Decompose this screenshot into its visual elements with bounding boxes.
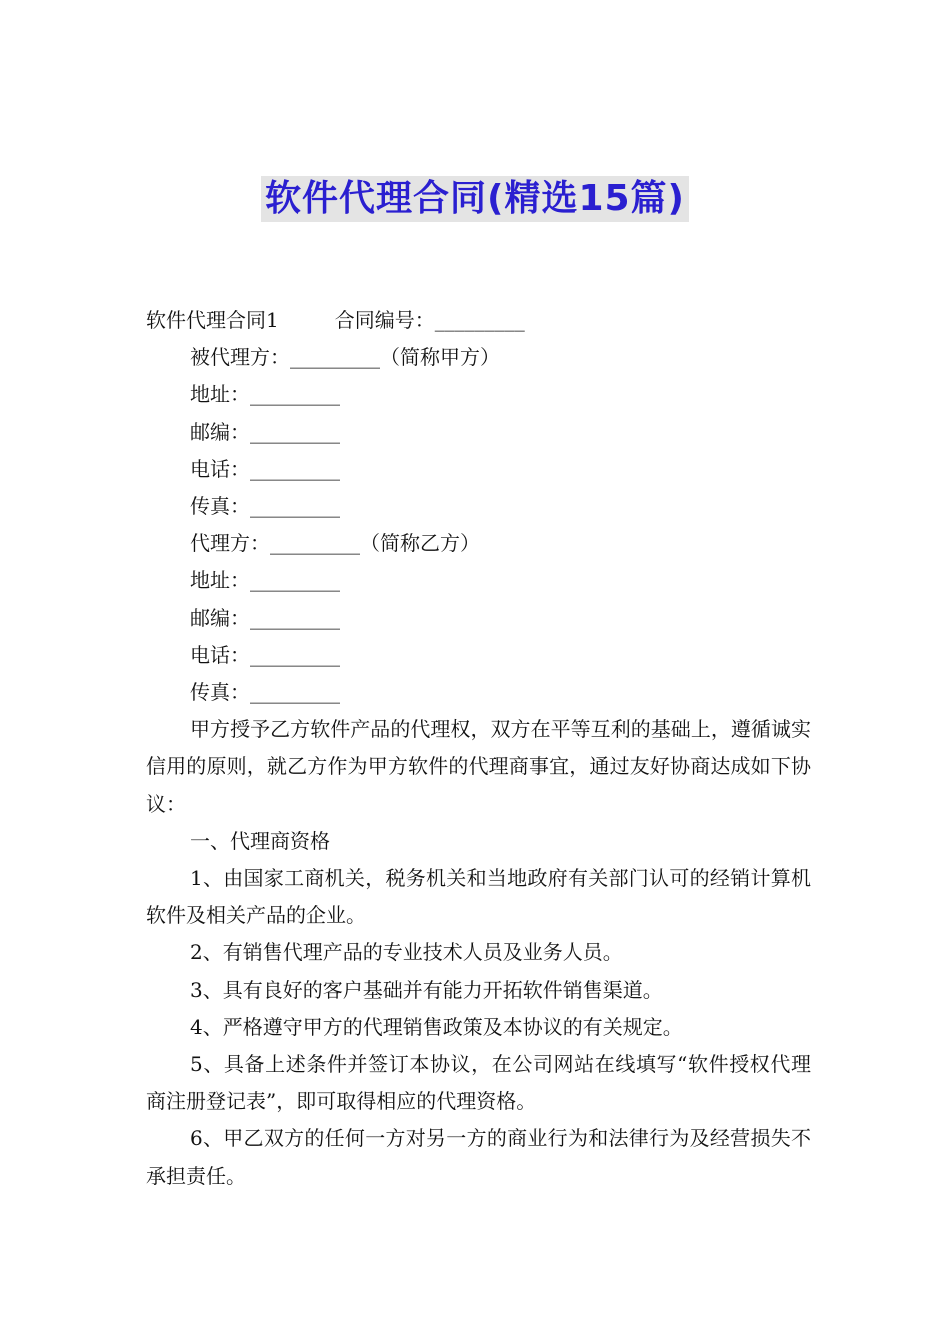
party-a-phone: 电话：_________ <box>190 456 340 481</box>
document-title <box>0 176 950 222</box>
contract-number-line <box>146 302 811 339</box>
party-b-label: 代理方： <box>190 531 270 556</box>
contract-heading: 软件代理合同1 <box>146 308 279 332</box>
party-b-blank: _________ <box>270 531 360 556</box>
clause-item: 5、具备上述条件并签订本协议，在公司网站在线填写“软件授权代理商注册登记表”，即可取得相应的代理资格。 <box>146 1052 811 1114</box>
party-a-blank: _________ <box>290 345 380 370</box>
party-b-address: 地址：_________ <box>190 568 340 593</box>
party-a-postcode: 邮编：_________ <box>190 419 340 444</box>
document-body <box>146 302 811 1195</box>
party-a-label: 被代理方： <box>190 345 290 370</box>
party-a-line <box>146 339 811 376</box>
party-a-fax: 传真：_________ <box>190 494 340 519</box>
party-b-line <box>146 525 811 562</box>
contract-number-label: 合同编号： <box>334 308 435 332</box>
clause-item: 2、有销售代理产品的专业技术人员及业务人员。 <box>190 940 623 965</box>
party-a-address: 地址：_________ <box>190 382 340 407</box>
intro-paragraph: 甲方授予乙方软件产品的代理权，双方在平等互利的基础上，遵循诚实信用的原则，就乙方作为甲方软件的代理商事宜，通过友好协商达成如下协议： <box>146 717 811 816</box>
contract-number-blank: _________ <box>434 308 525 332</box>
clause-item: 6、甲乙双方的任何一方对另一方的商业行为和法律行为及经营损失不承担责任。 <box>146 1126 811 1188</box>
clause-item: 3、具有良好的客户基础并有能力开拓软件销售渠道。 <box>190 977 663 1002</box>
party-a-note: （简称甲方） <box>380 345 500 370</box>
party-b-note: （简称乙方） <box>360 531 480 556</box>
document-title-text: 软件代理合同(精选15篇) <box>261 176 689 222</box>
section-heading: 一、代理商资格 <box>190 828 330 853</box>
clause-item: 4、严格遵守甲方的代理销售政策及本协议的有关规定。 <box>190 1014 683 1039</box>
party-b-phone: 电话：_________ <box>190 642 340 667</box>
clause-item: 1、由国家工商机关，税务机关和当地政府有关部门认可的经销计算机软件及相关产品的企业。 <box>146 866 811 928</box>
party-b-postcode: 邮编：_________ <box>190 605 340 630</box>
party-b-fax: 传真：_________ <box>190 680 340 705</box>
